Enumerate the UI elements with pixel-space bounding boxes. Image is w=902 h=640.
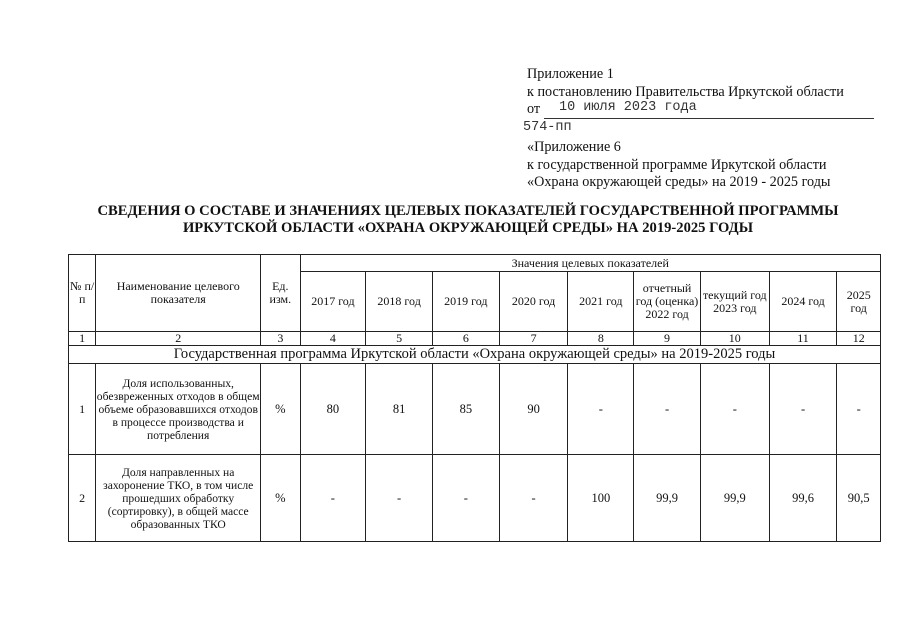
header-year: 2018 год bbox=[366, 272, 433, 332]
header-year: 2019 год bbox=[432, 272, 499, 332]
indicator-unit: % bbox=[261, 364, 300, 455]
indicator-value: - bbox=[634, 364, 701, 455]
header-values: Значения целевых показателей bbox=[300, 255, 880, 272]
column-number: 12 bbox=[837, 332, 881, 346]
table-header-row-1 bbox=[69, 255, 881, 272]
indicators-table bbox=[68, 254, 881, 542]
date-prefix: от bbox=[527, 101, 541, 117]
table-row bbox=[69, 364, 881, 455]
document-number: 574-пп bbox=[523, 120, 572, 135]
appendix-line-4: «Приложение 6 bbox=[527, 139, 621, 155]
document-title bbox=[40, 203, 896, 237]
header-year: текущий год 2023 год bbox=[700, 272, 769, 332]
column-number: 6 bbox=[432, 332, 499, 346]
row-number: 2 bbox=[69, 455, 96, 542]
header-name: Наименование целевого показателя bbox=[96, 255, 261, 332]
indicator-value: 100 bbox=[568, 455, 634, 542]
appendix-block bbox=[523, 66, 877, 192]
column-number: 1 bbox=[69, 332, 96, 346]
section-row bbox=[69, 346, 881, 364]
date-value: 10 июля 2023 года bbox=[559, 100, 697, 115]
indicator-unit: % bbox=[261, 455, 300, 542]
appendix-line-6: «Охрана окружающей среды» на 2019 - 2025 годы bbox=[527, 174, 831, 190]
indicator-value: - bbox=[769, 364, 837, 455]
header-year: 2024 год bbox=[769, 272, 837, 332]
column-number: 11 bbox=[769, 332, 837, 346]
column-number: 10 bbox=[700, 332, 769, 346]
indicator-name: Доля направленных на захоронение ТКО, в том числе прошедших обработку (сортировку), в общей массе образованных ТКО bbox=[96, 455, 261, 542]
header-year: 2025 год bbox=[837, 272, 881, 332]
appendix-line-2: к постановлению Правительства Иркутской области bbox=[527, 83, 844, 100]
title-line-1: СВЕДЕНИЯ О СОСТАВЕ И ЗНАЧЕНИЯХ ЦЕЛЕВЫХ ПОКАЗАТЕЛЕЙ ГОСУДАРСТВЕННОЙ ПРОГРАММЫ bbox=[97, 203, 839, 219]
column-number: 8 bbox=[568, 332, 634, 346]
indicator-value: 80 bbox=[300, 364, 366, 455]
indicator-value: - bbox=[837, 364, 881, 455]
row-number: 1 bbox=[69, 364, 96, 455]
appendix-block-2 bbox=[527, 139, 877, 192]
column-number: 7 bbox=[499, 332, 568, 346]
indicator-value: - bbox=[700, 364, 769, 455]
indicator-value: 81 bbox=[366, 364, 433, 455]
indicator-value: 85 bbox=[432, 364, 499, 455]
header-year: 2017 год bbox=[300, 272, 366, 332]
column-number: 2 bbox=[96, 332, 261, 346]
header-year: 2021 год bbox=[568, 272, 634, 332]
table-row bbox=[69, 455, 881, 542]
column-number: 9 bbox=[634, 332, 701, 346]
header-num: № п/п bbox=[69, 255, 96, 332]
section-title: Государственная программа Иркутской области «Охрана окружающей среды» на 2019-2025 годы bbox=[69, 346, 881, 364]
appendix-line-1: Приложение 1 bbox=[527, 66, 614, 82]
column-number: 3 bbox=[261, 332, 300, 346]
indicator-value: 90 bbox=[499, 364, 568, 455]
header-unit: Ед. изм. bbox=[261, 255, 300, 332]
indicator-value: - bbox=[568, 364, 634, 455]
appendix-line-5: к государственной программе Иркутской области bbox=[527, 156, 827, 173]
title-line-2: ИРКУТСКОЙ ОБЛАСТИ «ОХРАНА ОКРУЖАЮЩЕЙ СРЕДЫ» НА 2019-2025 ГОДЫ bbox=[182, 220, 754, 236]
indicator-value: - bbox=[366, 455, 433, 542]
column-number: 4 bbox=[300, 332, 366, 346]
column-number: 5 bbox=[366, 332, 433, 346]
indicator-value: 90,5 bbox=[837, 455, 881, 542]
header-year: отчетный год (оценка) 2022 год bbox=[634, 272, 701, 332]
indicator-value: - bbox=[499, 455, 568, 542]
date-underline bbox=[544, 118, 874, 119]
appendix-date-line bbox=[523, 100, 877, 135]
header-year: 2020 год bbox=[499, 272, 568, 332]
indicator-value: - bbox=[300, 455, 366, 542]
indicator-value: 99,9 bbox=[700, 455, 769, 542]
indicator-value: 99,6 bbox=[769, 455, 837, 542]
indicator-value: 99,9 bbox=[634, 455, 701, 542]
indicator-value: - bbox=[432, 455, 499, 542]
column-numbers-row bbox=[69, 332, 881, 346]
indicator-name: Доля использованных, обезвреженных отходов в общем объеме образовавшихся отходов в процессе производства и потребления bbox=[96, 364, 261, 455]
